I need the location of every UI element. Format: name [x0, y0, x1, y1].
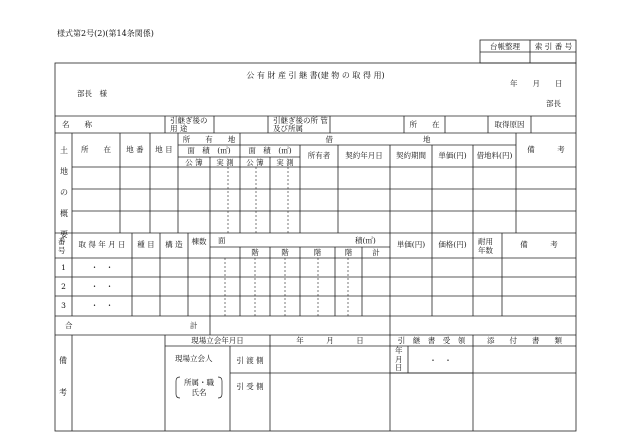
reason-label: 取得原因 [494, 120, 525, 129]
form-number: 様式第2号(2)(第14条関係) [57, 29, 154, 38]
witness-date-label: 現場立会年月日 [191, 336, 244, 345]
location-label: 所 在 [409, 120, 440, 129]
land-rent-header: 借地料(円) [476, 151, 513, 160]
row-date: ・ ・ [90, 301, 114, 310]
land-unit-price-header: 単価(円) [438, 151, 467, 160]
contract-date-header: 契約年月日 [345, 151, 383, 160]
row-number: 1 [61, 263, 66, 272]
index-number-label: 索 引 番 号 [534, 42, 573, 51]
total-label-a: 合 [65, 321, 73, 330]
person-name-label: 氏名 [191, 388, 207, 397]
form-title: 公 有 財 産 引 継 書(建 物 の 取 得 用) [246, 71, 385, 80]
total-label-b: 計 [190, 321, 198, 330]
structure-header: 構 造 [165, 240, 183, 249]
leased-area-header: 面 積 (㎡) [248, 146, 292, 155]
building-unit-price-header: 単価(円) [396, 240, 426, 249]
witness-label: 現場立会人 [175, 354, 213, 363]
building-remarks-header: 備 考 [520, 240, 558, 249]
land-section-label: 土地の概要 [60, 146, 68, 239]
receiver-label: 引 受 側 [236, 382, 264, 391]
dept-position-label: 所属・職 [184, 378, 214, 387]
contract-period-header: 契約期間 [396, 151, 426, 160]
receipt-date-dots: ・ ・ [429, 356, 452, 365]
use-after-label: 引継ぎ後の 用 途 [170, 116, 208, 133]
owned-registered-header: 公 簿 [185, 158, 203, 167]
land-remarks-header: 備 考 [527, 145, 565, 154]
floor-header-3: 階 [313, 248, 322, 257]
owned-land-header: 所 有 地 [182, 135, 236, 144]
recipient-line: 部長 様 [77, 89, 107, 98]
building-price-header: 価格(円) [438, 240, 467, 249]
area-header-a: 面 [218, 236, 226, 245]
row-date: ・ ・ [90, 282, 114, 291]
area-header-b: 積(㎡) [355, 236, 376, 245]
ledger-label: 台帳整理 [490, 42, 520, 51]
name-label: 名 称 [62, 120, 92, 129]
owner-header: 所有者 [307, 151, 331, 160]
row-number: 2 [61, 282, 66, 291]
owned-area-header: 面 積 (㎡) [187, 146, 231, 155]
receipt-header: 引 継 書 受 領 [397, 336, 466, 345]
giver-label: 引 渡 側 [236, 356, 264, 365]
acquisition-date-header: 取 得 年 月 日 [78, 240, 126, 249]
number-header: 番号 [58, 237, 66, 255]
floor-header-2: 階 [281, 248, 289, 257]
useful-life-header: 耐用年数 [478, 237, 493, 255]
leased-land-header: 借 地 [325, 135, 431, 144]
kind-header: 種 目 [137, 240, 155, 249]
date-line: 年 月 日 [510, 79, 563, 88]
remarks-section-label: 備考 [59, 356, 67, 397]
floor-header-1: 階 [251, 248, 259, 257]
witness-date-value: 年 月 日 [296, 336, 364, 345]
land-category-header: 地 目 [155, 145, 173, 154]
owned-measured-header: 実 測 [216, 158, 234, 167]
row-date: ・ ・ [90, 263, 114, 272]
floor-header-4: 階 [344, 248, 353, 257]
building-count-header: 棟数 [191, 237, 207, 246]
manager-after-label: 引継ぎ後の所 管及び所属 [273, 116, 328, 133]
lot-number-header: 地 番 [126, 145, 144, 154]
row-number: 3 [61, 301, 66, 310]
attachments-header: 添 付 書 類 [487, 336, 562, 345]
sender-line: 部長 [546, 99, 561, 108]
leased-registered-header: 公 簿 [246, 158, 264, 167]
area-total-header: 計 [372, 248, 380, 257]
land-location-header: 所 在 [81, 145, 111, 154]
leased-measured-header: 実 測 [276, 158, 294, 167]
ymd-label: 年月日 [395, 346, 403, 372]
